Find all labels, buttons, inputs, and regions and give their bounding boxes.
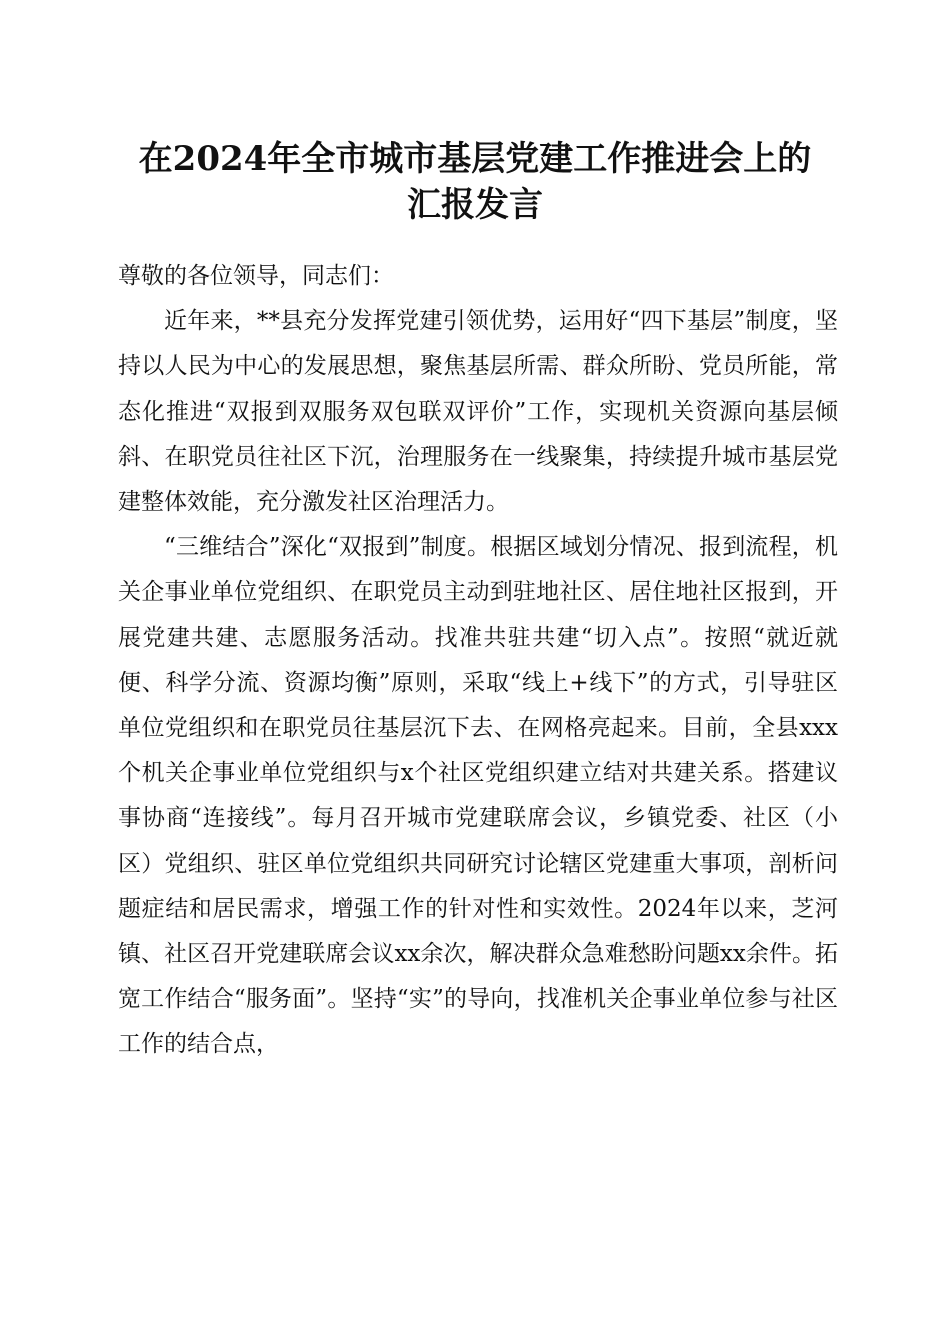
paragraph-intro: 近年来，**县充分发挥党建引领优势，运用好“四下基层”制度，坚持以人民为中心的发展思想，聚焦基层所需、群众所盼、党员所能，常态化推进“双报到双服务双包联双评价”工作，实现机关资源向基层倾斜、在职党员往社区下沉，治理服务在一线聚集，持续提升城市基层党建整体效能，充分激发社区治理活力。: [118, 308, 838, 516]
title-line-1: 在2024年全市城市基层党建工作推进会上的: [138, 139, 812, 179]
salutation: 尊敬的各位领导，同志们：: [118, 263, 394, 289]
document-body: [118, 254, 838, 1068]
paragraph-three-dimensions: “三维结合”深化“双报到”制度。根据区域划分情况、报到流程，机关企事业单位党组织、在职党员主动到驻地社区、居住地社区报到，开展党建共建、志愿服务活动。找准共驻共建“切入点”。按照“就近就便、科学分流、资源均衡”原则，采取“线上+线下”的方式，引导驻区单位党组织和在职党员往基层沉下去、在网格亮起来。目前，全县xxx个机关企事业单位党组织与x个社区党组织建立结对共建关系。搭建议事协商“连接线”。每月召开城市党建联席会议，乡镇党委、社区（小区）党组织、驻区单位党组织共同研究讨论辖区党建重大事项，剖析问题症结和居民需求，增强工作的针对性和实效性。2024年以来，芝河镇、社区召开党建联席会议xx余次，解决群众急难愁盼问题xx余件。拓宽工作结合“服务面”。坚持“实”的导向，找准机关企事业单位参与社区工作的结合点，: [118, 534, 838, 1058]
document-title: [100, 136, 850, 228]
title-line-2: 汇报发言: [407, 185, 543, 225]
